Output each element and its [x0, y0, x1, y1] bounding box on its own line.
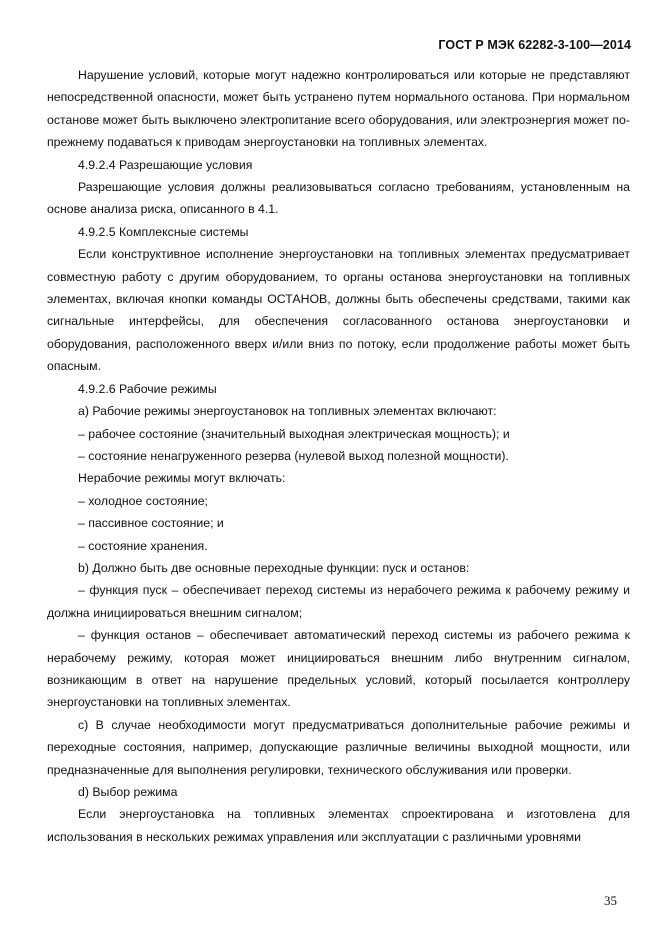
paragraph-complex-systems: Если конструктивное исполнение энергоустановки на топливных элементах предусматривает совместную работу с другим оборудованием, то органы останова энергоустановки на топливных элементах, включая кнопки команды ОСТАНОВ, должны быть обеспечены средствами, такими как сигнальные интерфейсы, для обеспечения согласованного останова энергоустановки и оборудования, расположенного вверх и/или вниз по потоку, если продолжение работы может быть опасным.	[47, 247, 630, 374]
page-number: 35	[604, 893, 617, 908]
paragraph-mode-selection-text: Если энергоустановка на топливных элементах спроектирована и изготовлена для использования в нескольких режимах управления или эксплуатации с различными уровнями	[47, 807, 630, 844]
section-heading-4-9-2-4: 4.9.2.4 Разрешающие условия	[78, 157, 253, 172]
paragraph-transition-functions-b: b) Должно быть две основные переходные функции: пуск и останов:	[78, 560, 470, 575]
list-item-storage-state: – состояние хранения.	[78, 538, 208, 553]
standard-header: ГОСТ Р МЭК 62282-3-100—2014	[438, 38, 631, 52]
paragraph-operating-modes-a: a) Рабочие режимы энергоустановок на топливных элементах включают:	[78, 404, 497, 419]
list-item-stop-function: – функция останов – обеспечивает автоматический переход системы из рабочего режима к нерабочему режиму, которая может инициироваться внешним либо внутренним сигналом, возникающим в ответ на нарушение предельных условий, который посылается контроллеру энергоустановки на топливных элементах.	[47, 628, 630, 710]
document-body	[47, 64, 630, 848]
paragraph-permissive-conditions: Разрешающие условия должны реализовываться согласно требованиям, установленным на основе анализа риска, описанного в 4.1.	[47, 180, 630, 217]
list-item-operating-state: – рабочее состояние (значительный выходная электрическая мощность); и	[78, 426, 510, 441]
paragraph-normal-stop: Нарушение условий, которые могут надежно контролироваться или которые не представляют непосредственной опасности, может быть устранено путем нормального останова. При нормальном останове может быть выключено электропитание всего оборудования, или электроэнергия может по-прежнему подаваться к приводам энергоустановки на топливных элементах.	[47, 68, 630, 150]
paragraph-non-operating-modes: Нерабочие режимы могут включать:	[78, 471, 286, 486]
section-heading-4-9-2-5: 4.9.2.5 Комплексные системы	[78, 224, 249, 239]
paragraph-mode-selection-d: d) Выбор режима	[78, 785, 178, 799]
list-item-passive-state: – пассивное состояние; и	[78, 516, 224, 531]
list-item-cold-state: – холодное состояние;	[78, 493, 208, 508]
section-heading-4-9-2-6: 4.9.2.6 Рабочие режимы	[78, 381, 217, 396]
paragraph-additional-modes-c: c) В случае необходимости могут предусматриваться дополнительные рабочие режимы и переходные состояния, например, допускающие различные величины выходной мощности, или предназначенные для выполнения регулировки, технического обслуживания или проверки.	[47, 717, 630, 777]
list-item-start-function: – функция пуск – обеспечивает переход системы из нерабочего режима к рабочему режиму и должна инициироваться внешним сигналом;	[47, 583, 630, 620]
list-item-standby-state: – состояние ненагруженного резерва (нулевой выход полезной мощности).	[78, 448, 509, 463]
